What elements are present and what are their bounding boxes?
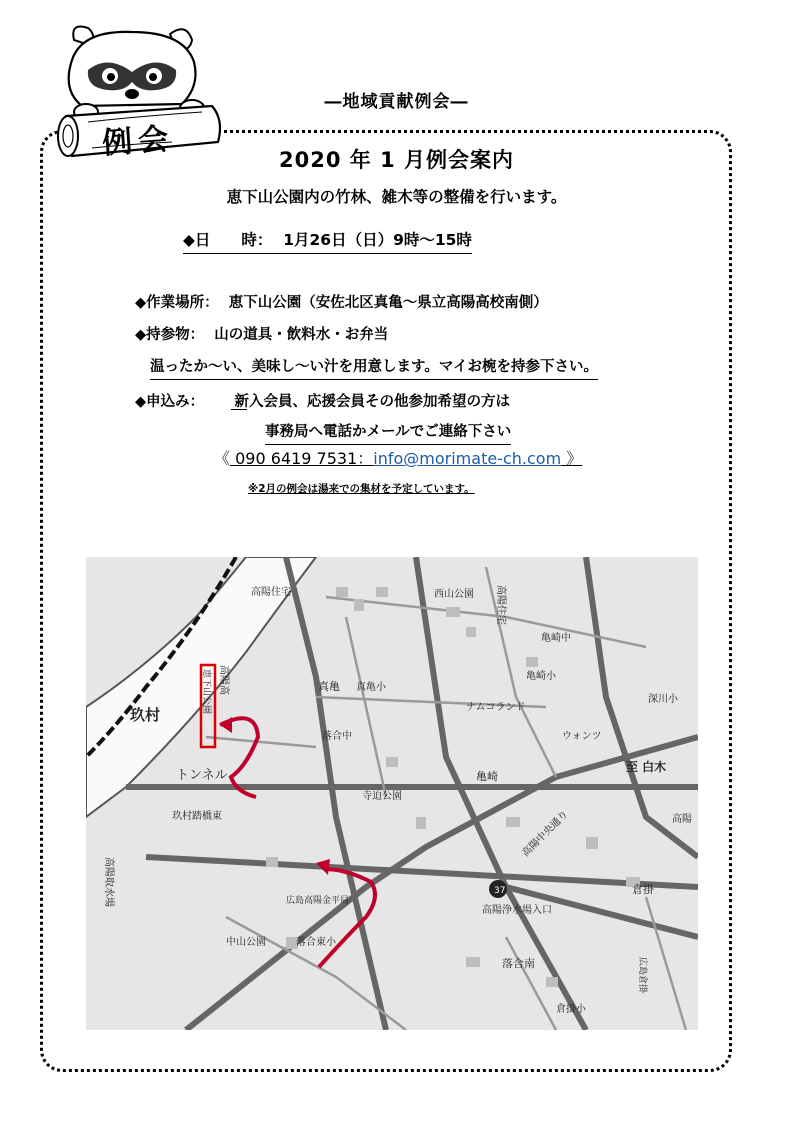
map-label-takaya-jutaku2: 高陽住宅 [495, 585, 506, 625]
mascot-badge-text: 例会 [101, 121, 176, 162]
map-label-kurakake: 倉掛 [632, 883, 654, 896]
map-label-nishiyama-park: 西山公園 [434, 589, 474, 600]
map-label-magame: 真亀 [318, 680, 340, 693]
map-label-fukawa-es: 深川小 [648, 694, 678, 705]
event-datetime: ◆日 時： 1月26日（日）9時～15時 [183, 228, 472, 254]
map-label-shiraki: 至 白木 [626, 760, 667, 774]
email-link[interactable]: info@morimate-ch.com [373, 449, 562, 468]
map-label-namco: ナムコランド [466, 702, 526, 713]
apply-text-2: 事務局へ電話かメールでご連絡下さい [265, 420, 511, 445]
phone-number: 090 6419 7531 [230, 449, 358, 468]
map-label-kamezaki: 亀崎 [476, 770, 498, 783]
contact-line [214, 446, 582, 469]
map-label-koya: 高陽 [672, 814, 692, 825]
belongings-line: ◆持参物： 山の道具・飲料水・お弁当 [135, 327, 389, 343]
map-label-takaya-school: 高陽高 [218, 665, 229, 695]
map-label-kumura-bridge: 玖村踏橋東 [172, 811, 222, 822]
map-label-magame-es: 真亀小 [356, 682, 386, 693]
map-label-tunnel: トンネル [176, 768, 228, 783]
map-label-kumura: 玖村 [130, 706, 161, 724]
map-label-ochiai-jhs: 落合中 [322, 731, 352, 742]
map-label-main-road: 高陽中央通り [520, 808, 571, 860]
contact-close-bracket: 》 [561, 449, 583, 468]
apply-underline [231, 409, 247, 410]
area-map [86, 557, 698, 1030]
main-title: 2020 年 1 月例会案内 [279, 148, 514, 172]
map-label-ochiai-minami: 落合南 [502, 957, 535, 970]
map-label-jike-park: 寺迫公園 [362, 791, 402, 802]
soup-note-line: 温ったか～い、美味し～い汁を用意します。マイお椀を持参下さい。 [150, 355, 598, 380]
contact-separator: ： [357, 449, 374, 468]
map-label-hiroshima-school: 広島高陽金平局 [286, 896, 350, 906]
map-label-hiroshima-kurakake: 広島倉掛 [637, 957, 647, 994]
map-label-takaya-water: 高陽取水場 [103, 857, 114, 907]
map-label-nakayama-park: 中山公園 [226, 937, 266, 948]
map-label-ochiai-higashi: 落合東小 [296, 937, 336, 948]
map-label-kurakake-es: 倉掛小 [556, 1004, 586, 1015]
map-label-takaya-water-entrance: 高陽浄水場入口 [482, 905, 552, 916]
february-note: ※2月の例会は湯来での集材を予定しています。 [248, 483, 475, 495]
map-label-koya-jutaku: 高陽住宅 [251, 587, 291, 598]
apply-line [135, 390, 510, 411]
apply-label: ◆申込み： [135, 394, 205, 410]
section-title: ―地域貢献例会― [324, 92, 469, 112]
subtitle: 恵下山公園内の竹林、雑木等の整備を行います。 [226, 188, 567, 206]
map-label-route37: 37 [494, 886, 506, 896]
map-label-wonder: ウォンツ [562, 731, 602, 742]
map-label-kameyama-jhs: 亀崎中 [541, 633, 571, 644]
map-label-megeyama-park: 恵下山公園 [201, 669, 211, 715]
map-label-kameyama-es: 亀崎小 [526, 671, 556, 682]
contact-open-bracket: 《 [214, 449, 231, 468]
apply-text-1: 新入会員、応援会員その他参加希望の方は [234, 394, 510, 410]
work-site-line: ◆作業場所： 恵下山公園（安佐北区真亀～県立高陽高校南側） [135, 295, 548, 311]
